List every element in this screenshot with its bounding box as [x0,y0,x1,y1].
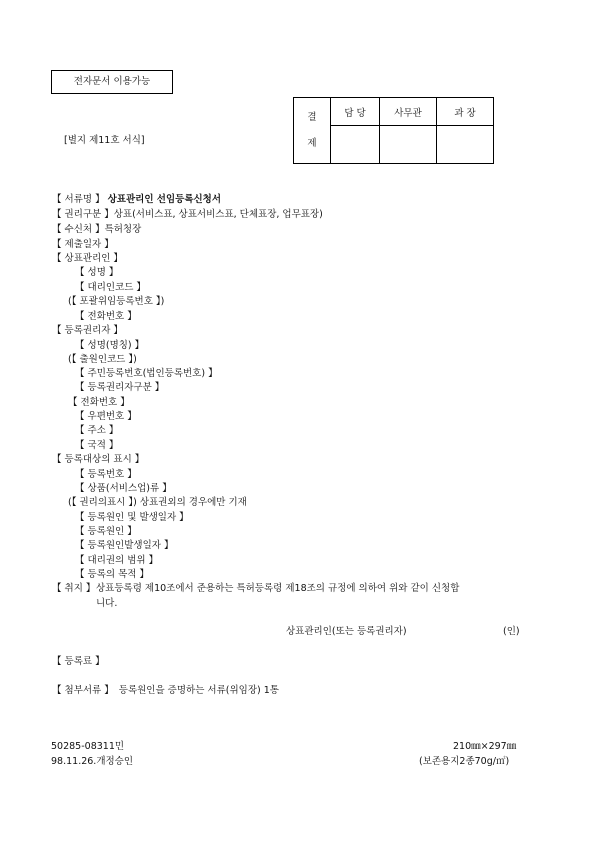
form-number: [별지 제11호 서식] [64,135,145,146]
attachment-text: 등록원인을 증명하는 서류(위임장) 1통 [118,685,279,696]
registrant-line: 【 등록권리자 】 [52,325,123,336]
signer-label: 상표관리인(또는 등록권리자) [286,626,407,637]
fee-label: 【 등록료 】 [52,656,105,667]
agent-code-line: 【 대리인코드 】 [75,282,146,293]
trademark-manager-line: 【 상표관리인 】 [52,253,123,264]
registration-subject-line: 【 등록대상의 표시 】 [52,454,145,465]
registrant-type-line: 【 등록권리자구분 】 [75,382,165,393]
registration-cause-date-line: 【 등록원인 및 발생일자 】 [75,512,189,523]
footer-approval-date: 98.11.26.개정승인 [51,756,134,767]
goods-class-line: 【 상품(서비스업)류 】 [75,483,172,494]
purpose-text-1: 상표등록령 제10조에서 준용하는 특허등록령 제18조의 규정에 의하여 위와 같이 신청합 [96,583,460,594]
approval-cell-3[interactable] [437,126,494,164]
approval-header-2: 사무관 [380,98,437,126]
general-power-number-line: (【 포괄위임등록번호 】) [68,296,165,307]
footer-paper-type: (보존용지2종70g/㎡) [419,756,510,767]
applicant-code-line: (【 출원인코드 】) [68,354,137,365]
document-title-line [52,194,221,206]
purpose-label: 【 취지 】 [52,583,96,594]
approval-cell-1[interactable] [331,126,380,164]
nationality-line: 【 국적 】 [75,440,119,451]
registration-cause-line: 【 등록원인 】 [75,526,137,537]
document-title-label: 【 서류명 】 [52,194,105,205]
manager-phone-line: 【 전화번호 】 [75,311,137,322]
rights-type-line: 【 권리구분 】상표(서비스표, 상표서비스표, 단체표장, 업무표장) [52,209,323,220]
approval-header-1: 담 당 [331,98,380,126]
approval-side-label [294,98,331,164]
document-title: 상표관리인 선임등록신청서 [107,194,222,205]
registrant-phone-line: 【 전화번호 】 [68,397,130,408]
attachment-label: 【 첨부서류 】 [52,685,114,696]
recipient-line: 【 수신처 】특허청장 [52,224,142,235]
approval-label-bottom: 제 [307,137,317,149]
submission-date-line: 【 제출일자 】 [52,239,114,250]
purpose-text-2: 니다. [96,598,118,609]
registrant-name-line: 【 성명(명칭) 】 [75,340,145,351]
rights-indication-line: (【 권리의표시 】) 상표권외의 경우에만 기재 [68,497,247,508]
agency-scope-line: 【 대리권의 범위 】 [75,555,159,566]
manager-name-line: 【 성명 】 [75,267,119,278]
cause-occurrence-date-line: 【 등록원인발생일자 】 [75,540,174,551]
registration-purpose-line: 【 등록의 목적 】 [75,569,149,580]
approval-header-3: 과 장 [437,98,494,126]
electronic-document-badge: 전자문서 이용가능 [51,70,173,94]
approval-table [293,97,494,164]
postal-code-line: 【 우편번호 】 [75,411,137,422]
attachment-line [52,685,279,697]
seal-mark: (인) [503,626,520,637]
footer-form-code: 50285-08311민 [51,741,125,752]
footer-paper-size: 210㎜×297㎜ [453,741,517,752]
address-line: 【 주소 】 [75,425,119,436]
registration-number-line: 【 등록번호 】 [75,469,137,480]
resident-number-line: 【 주민등록번호(법인등록번호) 】 [75,368,218,379]
approval-label-top: 결 [307,111,317,123]
approval-cell-2[interactable] [380,126,437,164]
